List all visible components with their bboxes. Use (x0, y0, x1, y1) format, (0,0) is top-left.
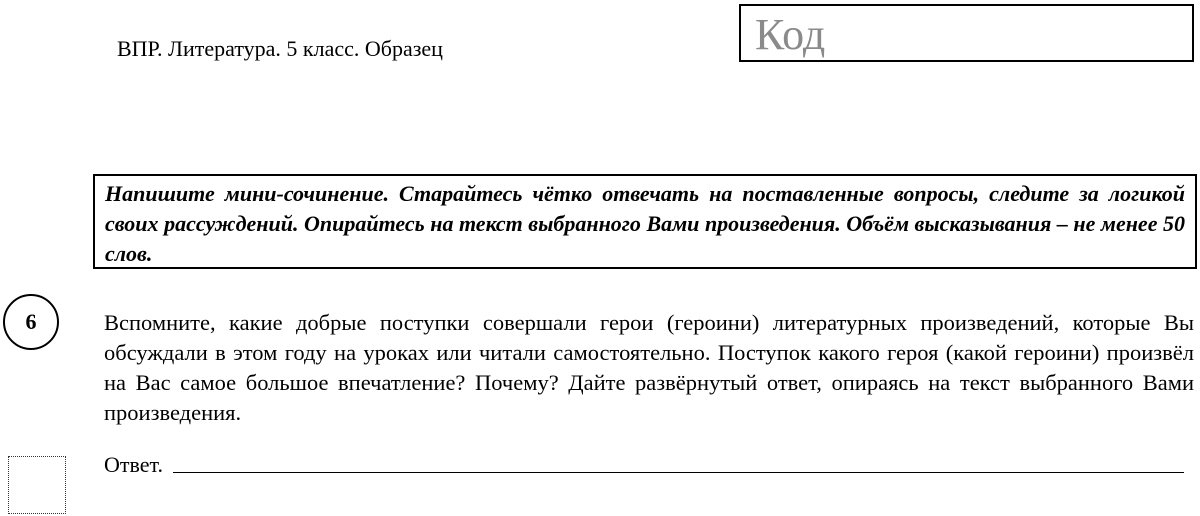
task-number: 6 (25, 309, 37, 334)
page-title: ВПР. Литература. 5 класс. Образец (117, 36, 443, 61)
answer-label: Ответ. (104, 452, 163, 477)
task-question: Вспомните, какие добрые поступки совершали герои (героини) литературных произведений, которые Вы обсуждали в этом году на уроках или читали самостоятельно. Поступок какого героя (какой героини) произвёл на Вас самое большое впечатление? Почему? Дайте развёрнутый ответ, опираясь на текст выбранного Вами произведения. (104, 310, 1194, 425)
answer-line[interactable] (173, 471, 1184, 473)
code-label: Код (755, 10, 826, 59)
instructions-box: Напишите мини-сочинение. Старайтесь чётко отвечать на поставленные вопросы, следите за логикой своих рассуждений. Опирайтесь на текст выбранного Вами произведения. Объём высказывания – не менее 50 слов. (93, 174, 1197, 269)
score-box (8, 456, 66, 514)
answer-row (104, 452, 1184, 478)
code-field[interactable] (739, 4, 1194, 62)
task-number-circle (3, 294, 59, 350)
